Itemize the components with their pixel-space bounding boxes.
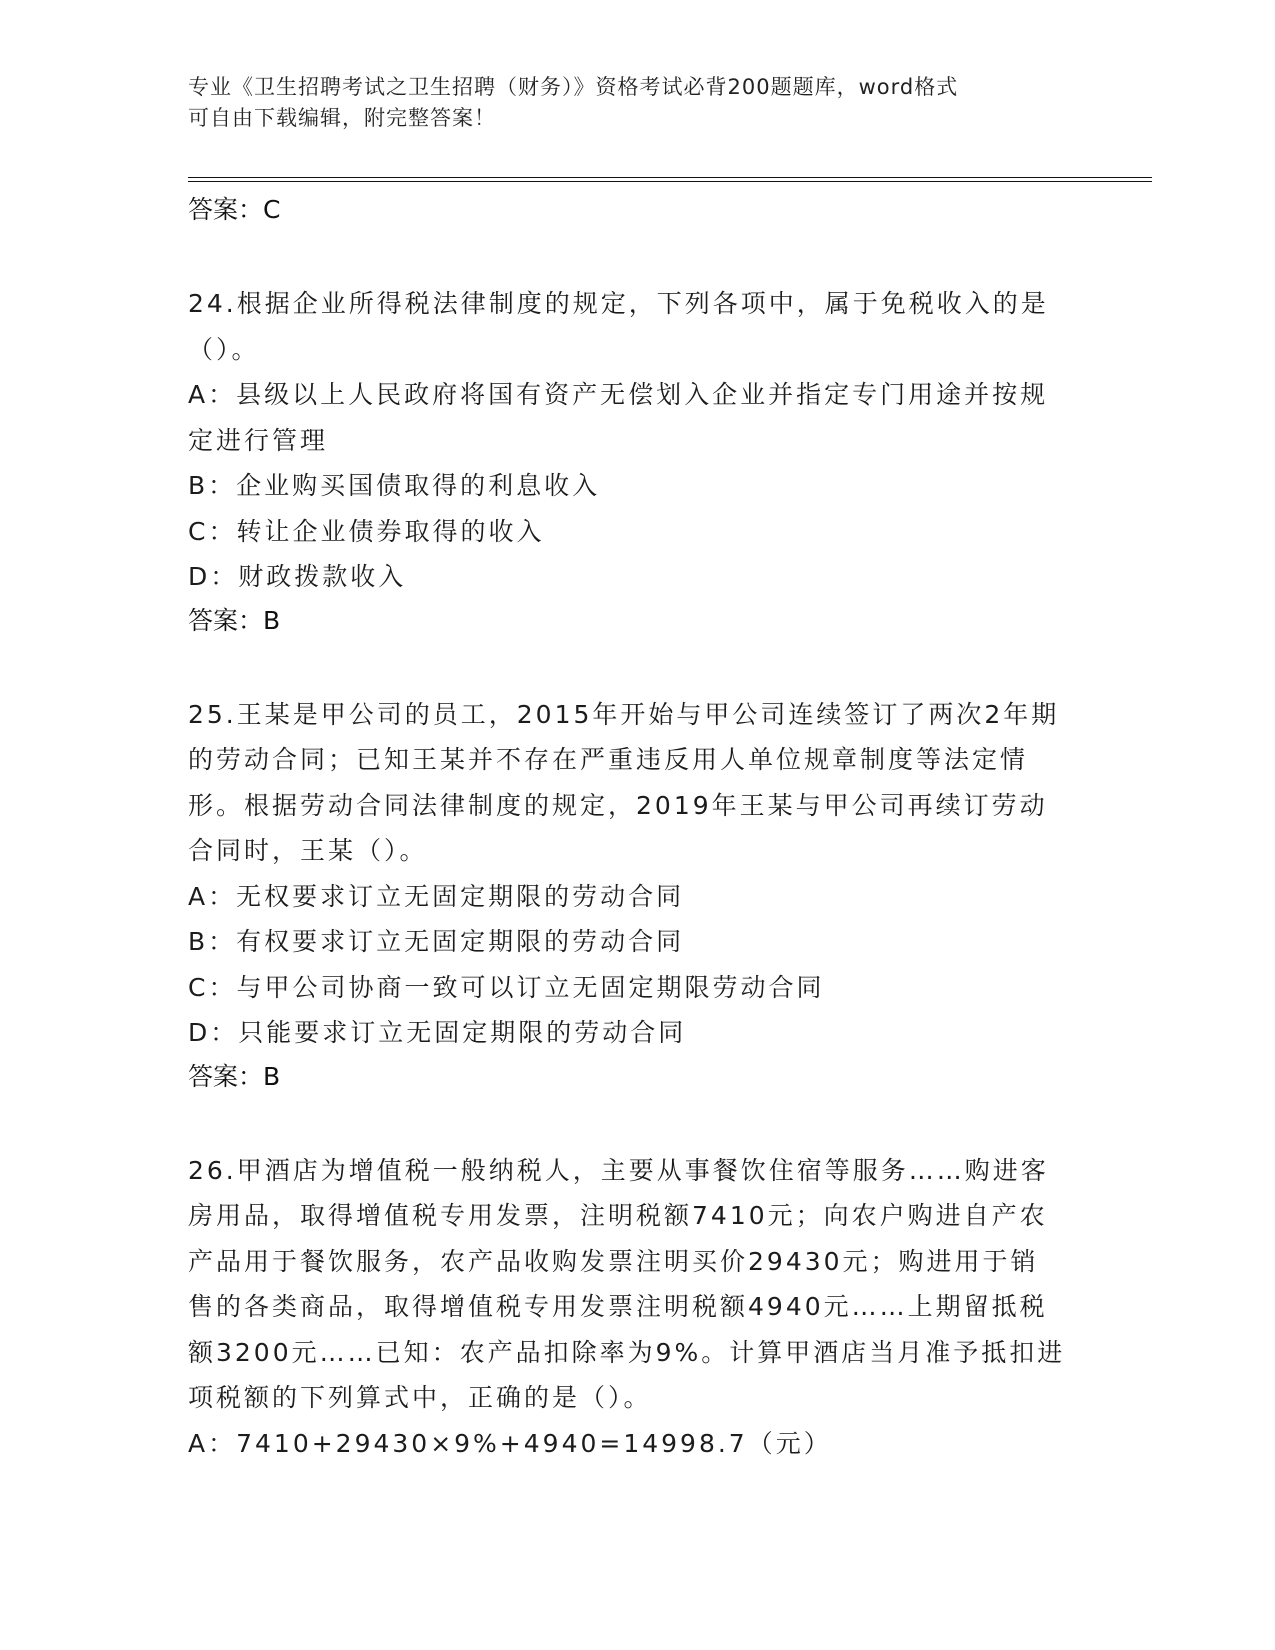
question-stem-line: 产品用于餐饮服务，农产品收购发票注明买价29430元；购进用于销 [188, 1246, 1039, 1276]
option-a: A：7410+29430×9%+4940=14998.7（元） [188, 1428, 832, 1458]
option-d: D：财政拨款收入 [188, 562, 407, 591]
question-stem-line: 25.王某是甲公司的员工，2015年开始与甲公司连续签订了两次2年期 [188, 699, 1060, 729]
question-stem-line: 形。根据劳动合同法律制度的规定，2019年王某与甲公司再续订劳动 [188, 790, 1048, 820]
question-stem-line: 房用品，取得增值税专用发票，注明税额7410元；向农户购进自产农 [188, 1201, 1048, 1230]
document-body [188, 192, 1088, 1466]
question-stem-line: 26.甲酒店为增值税一般纳税人，主要从事餐饮住宿等服务……购进客 [188, 1155, 1049, 1185]
question-stem-line: （）。 [188, 334, 260, 364]
option-a: A：县级以上人民政府将国有资产无偿划入企业并指定专门用途并按规 [188, 380, 1049, 409]
document-header [188, 72, 1088, 134]
question-stem-line: 的劳动合同；已知王某并不存在严重违反用人单位规章制度等法定情 [188, 745, 1029, 774]
header-line-1: 专业《卫生招聘考试之卫生招聘（财务）》资格考试必背200题题库，word格式 [188, 75, 959, 99]
option-b: B：有权要求订立无固定期限的劳动合同 [188, 927, 685, 956]
question-stem-line: 额3200元……已知：农产品扣除率为9%。计算甲酒店当月准予抵扣进 [188, 1337, 1066, 1367]
question-26 [188, 1148, 1088, 1467]
question-24 [188, 281, 1088, 639]
question-stem-line: 售的各类商品，取得增值税专用发票注明税额4940元……上期留抵税 [188, 1292, 1048, 1321]
option-a: A：无权要求订立无固定期限的劳动合同 [188, 881, 685, 911]
option-d: D：只能要求订立无固定期限的劳动合同 [188, 1018, 687, 1047]
header-divider [188, 177, 1152, 182]
answer-label: 答案：C [188, 195, 281, 224]
question-stem-line: 合同时，王某（）。 [188, 836, 428, 865]
question-stem-line: 24.根据企业所得税法律制度的规定，下列各项中，属于免税收入的是 [188, 289, 1049, 318]
option-c: C：与甲公司协商一致可以订立无固定期限劳动合同 [188, 972, 825, 1002]
answer-label: 答案：B [188, 1061, 281, 1091]
option-b: B：企业购买国债取得的利息收入 [188, 471, 601, 500]
question-stem-line: 项税额的下列算式中，正确的是（）。 [188, 1383, 652, 1412]
answer-label: 答案：B [188, 605, 281, 635]
option-c: C：转让企业债券取得的收入 [188, 516, 545, 546]
question-25 [188, 692, 1088, 1095]
option-a-continued: 定进行管理 [188, 425, 329, 455]
header-line-2: 可自由下载编辑，附完整答案！ [188, 106, 496, 130]
